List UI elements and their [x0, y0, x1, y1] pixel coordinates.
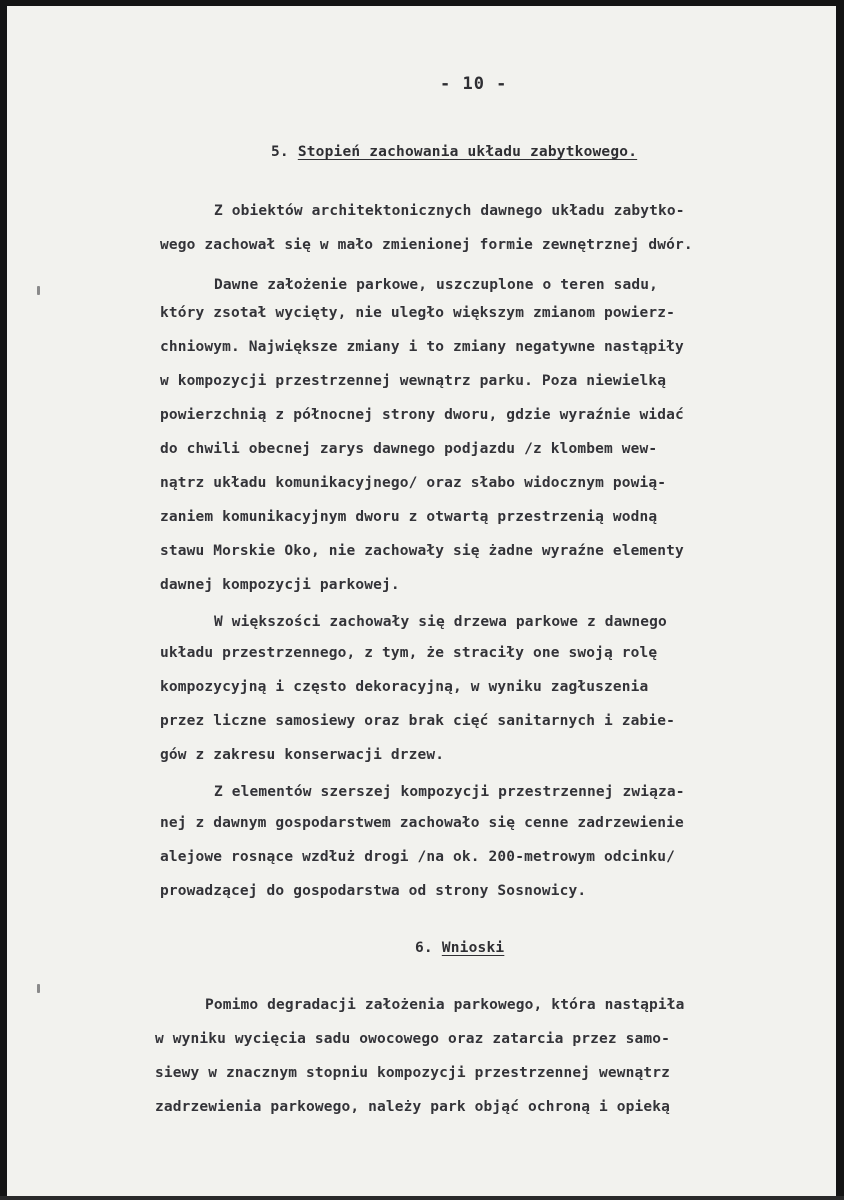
text-line: w wyniku wycięcia sadu owocowego oraz zatarcia przez samo-: [155, 1031, 671, 1047]
scan-border-bottom: [0, 1196, 844, 1200]
text-line: W większości zachowały się drzewa parkowe z dawnego: [214, 614, 667, 630]
text-line: w kompozycji przestrzennej wewnątrz parku. Poza niewielką: [160, 373, 667, 389]
text-line: Z obiektów architektonicznych dawnego układu zabytko-: [214, 203, 685, 219]
text-line: dawnej kompozycji parkowej.: [160, 577, 400, 593]
scan-border-right: [836, 0, 844, 1200]
text-line: przez liczne samosiewy oraz brak cięć sanitarnych i zabie-: [160, 713, 676, 729]
section-5-heading: [271, 144, 637, 160]
text-line: do chwili obecnej zarys dawnego podjazdu /z klombem wew-: [160, 441, 658, 457]
section-6-heading: [415, 940, 504, 956]
text-line: wego zachował się w mało zmienionej formie zewnętrznej dwór.: [160, 237, 693, 253]
text-line: powierzchnią z północnej strony dworu, gdzie wyraźnie widać: [160, 407, 684, 423]
text-line: kompozycyjną i często dekoracyjną, w wyniku zagłuszenia: [160, 679, 649, 695]
punch-mark: [37, 984, 40, 993]
punch-mark: [37, 286, 40, 295]
text-line: nej z dawnym gospodarstwem zachowało się cenne zadrzewienie: [160, 815, 684, 831]
section-6-number: 6.: [415, 940, 433, 956]
scan-border-left: [0, 0, 7, 1200]
text-line: zadrzewienia parkowego, należy park objąć ochroną i opieką: [155, 1099, 671, 1115]
text-line: Z elementów szerszej kompozycji przestrzennej związa-: [214, 784, 685, 800]
text-line: siewy w znacznym stopniu kompozycji przestrzennej wewnątrz: [155, 1065, 671, 1081]
page-number: - 10 -: [440, 74, 508, 94]
scan-border-top: [0, 0, 844, 6]
section-6-title: Wnioski: [441, 940, 505, 956]
text-line: układu przestrzennego, z tym, że straciły one swoją rolę: [160, 645, 658, 661]
text-line: chniowym. Największe zmiany i to zmiany negatywne nastąpiły: [160, 339, 684, 355]
text-line: nątrz układu komunikacyjnego/ oraz słabo widocznym powią-: [160, 475, 667, 491]
section-5-title: Stopień zachowania układu zabytkowego.: [297, 144, 638, 160]
text-line: Pomimo degradacji założenia parkowego, która nastąpiła: [205, 997, 685, 1013]
text-line: prowadzącej do gospodarstwa od strony Sosnowicy.: [160, 883, 587, 899]
text-line: Dawne założenie parkowe, uszczuplone o teren sadu,: [214, 277, 658, 293]
text-line: zaniem komunikacyjnym dworu z otwartą przestrzenią wodną: [160, 509, 658, 525]
text-line: stawu Morskie Oko, nie zachowały się żadne wyraźne elementy: [160, 543, 684, 559]
text-line: gów z zakresu konserwacji drzew.: [160, 747, 445, 763]
section-5-number: 5.: [271, 144, 289, 160]
text-line: alejowe rosnące wzdłuż drogi /na ok. 200-metrowym odcinku/: [160, 849, 676, 865]
text-line: który zsotał wycięty, nie uległo większym zmianom powierz-: [160, 305, 676, 321]
